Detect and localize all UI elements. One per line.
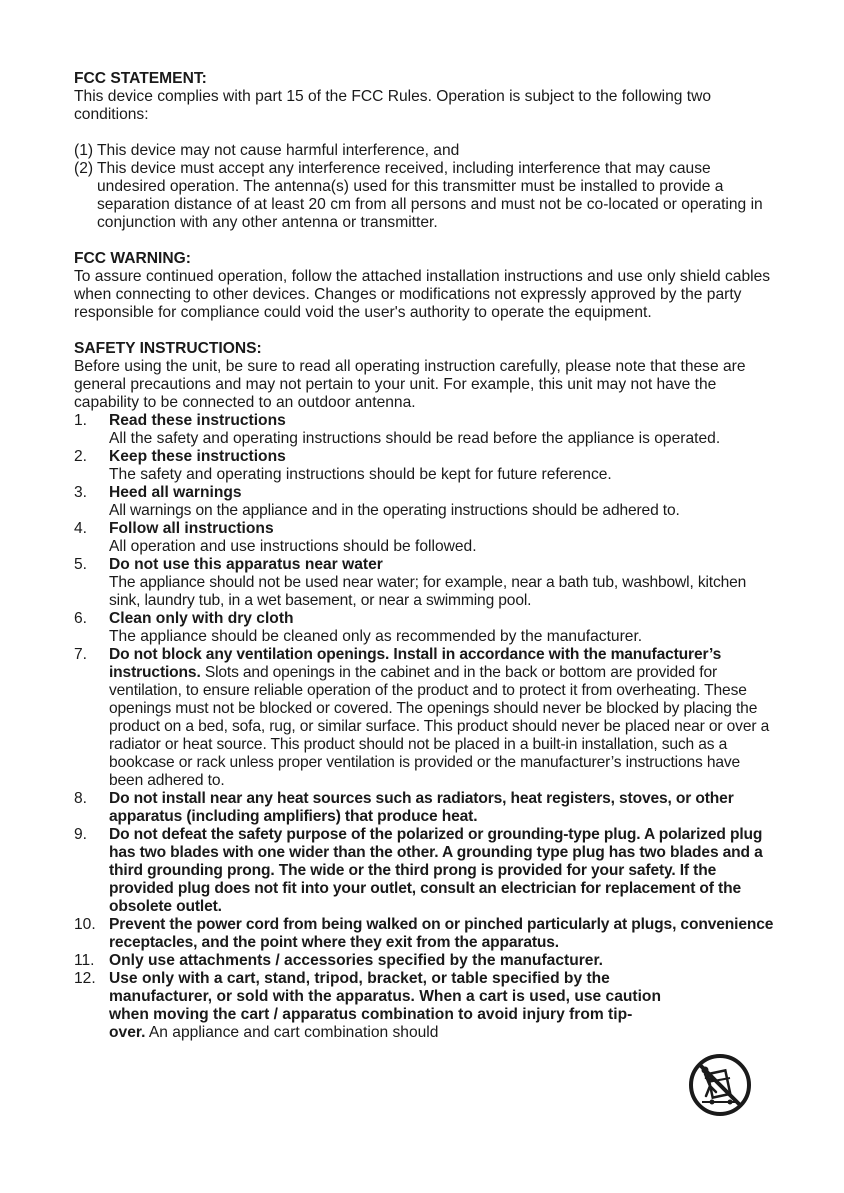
list-item	[74, 610, 774, 646]
list-item	[74, 970, 774, 1042]
list-item	[74, 556, 774, 610]
safety-instructions-section	[74, 340, 774, 1042]
list-item	[74, 646, 774, 790]
safety-intro: Before using the unit, be sure to read all operating instruction carefully, please note that these are general precautions and may not pertain to your unit. For example, this unit may not have the capability to be connected to an outdoor antenna.	[74, 358, 746, 411]
item-title: Clean only with dry cloth	[109, 610, 294, 627]
fcc-statement-heading: FCC STATEMENT:	[74, 70, 207, 87]
item-text: All operation and use instructions should be followed.	[109, 538, 477, 555]
item-text: The safety and operating instructions should be kept for future reference.	[109, 466, 612, 483]
item-text: An appliance and cart combination should	[148, 1024, 439, 1041]
item-title: Heed all warnings	[109, 484, 242, 501]
item-number: 8.	[74, 790, 88, 807]
list-item	[74, 790, 774, 826]
list-item	[74, 412, 774, 448]
condition-number: (2)	[74, 160, 94, 177]
item-title: Do not defeat the safety purpose of the polarized or grounding-type plug. A polarized plug has two blades with one wider than the other. A grounding type plug has two blades and a third grounding prong. The wide or the third prong is provided for your safety. If the provided plug does not fit into your outlet, consult an electrician for replacement of the obsolete outlet.	[109, 826, 763, 915]
document-page	[74, 70, 774, 1060]
item-title: Keep these instructions	[109, 448, 286, 465]
list-item	[74, 952, 774, 970]
fcc-warning-section	[74, 250, 774, 322]
fcc-statement-section	[74, 70, 774, 232]
item-text: Slots and openings in the cabinet and in the back or bottom are provided for ventilation, to ensure reliable operation of the product and to protect it from overheating. These openings must not be blocked or covered. The openings should never be blocked by placing the product on a bed, sofa, rug, or similar surface. This product should never be placed near or over a radiator or heat source. This product should not be placed in a built-in installation, such as a bookcase or rack unless proper ventilation is provided or the manufacturer’s instructions have been adhered to.	[109, 664, 770, 789]
item-title: Prevent the power cord from being walked on or pinched particularly at plugs, convenience receptacles, and the point where they exit from the apparatus.	[109, 916, 774, 951]
item-title: Follow all instructions	[109, 520, 274, 537]
item-title: Read these instructions	[109, 412, 286, 429]
condition-item	[74, 160, 774, 232]
cart-tipover-warning-icon	[686, 1052, 754, 1118]
item-number: 3.	[74, 484, 88, 501]
condition-text: This device must accept any interference received, including interference that may cause undesired operation. The antenna(s) used for this transmitter must be installed to provide a separation distance of at least 20 cm from all persons and must not be co-located or operating in conjunction with any other antenna or transmitter.	[97, 160, 763, 231]
fcc-warning-heading: FCC WARNING:	[74, 250, 191, 267]
item-number: 7.	[74, 646, 88, 663]
condition-number: (1)	[74, 142, 94, 159]
item-number: 6.	[74, 610, 88, 627]
condition-item	[74, 142, 774, 160]
item-text: The appliance should be cleaned only as recommended by the manufacturer.	[109, 628, 643, 645]
item-number: 2.	[74, 448, 88, 465]
list-item	[74, 520, 774, 556]
item-text: All warnings on the appliance and in the operating instructions should be adhered to.	[109, 502, 680, 519]
item-number: 4.	[74, 520, 88, 537]
fcc-statement-intro: This device complies with part 15 of the FCC Rules. Operation is subject to the following two conditions:	[74, 88, 712, 123]
item-number: 11.	[74, 952, 95, 969]
condition-text: This device may not cause harmful interference, and	[97, 142, 460, 159]
fcc-warning-text: To assure continued operation, follow the attached installation instructions and use only shield cables when connecting to other devices. Changes or modifications not expressly approved by the party responsible for compliance could void the user's authority to operate the equipment.	[74, 268, 771, 321]
item-text: All the safety and operating instructions should be read before the appliance is operated.	[109, 430, 721, 447]
item-title: Do not block any ventilation openings. Install in accordance with the manufacturer’s instructions.	[109, 646, 722, 681]
safety-instructions-list	[74, 412, 774, 1042]
item-number: 12.	[74, 970, 96, 987]
item-number: 10.	[74, 916, 96, 933]
list-item	[74, 448, 774, 484]
safety-instructions-heading: SAFETY INSTRUCTIONS:	[74, 340, 262, 357]
item-title: Only use attachments / accessories specified by the manufacturer.	[109, 952, 603, 969]
list-item	[74, 916, 774, 952]
item-number: 5.	[74, 556, 88, 573]
item-text: The appliance should not be used near water; for example, near a bath tub, washbowl, kitchen sink, laundry tub, in a wet basement, or near a swimming pool.	[109, 574, 747, 609]
item-title: Use only with a cart, stand, tripod, bracket, or table specified by the manufacturer, or sold with the apparatus. When a cart is used, use caution when moving the cart / apparatus combination to avoid injury from tip-over.	[109, 970, 661, 1041]
item-title: Do not use this apparatus near water	[109, 556, 383, 573]
item-number: 1.	[74, 412, 88, 429]
item-title: Do not install near any heat sources such as radiators, heat registers, stoves, or other apparatus (including amplifiers) that produce heat.	[109, 790, 734, 825]
list-item	[74, 484, 774, 520]
item-number: 9.	[74, 826, 88, 843]
list-item	[74, 826, 774, 916]
